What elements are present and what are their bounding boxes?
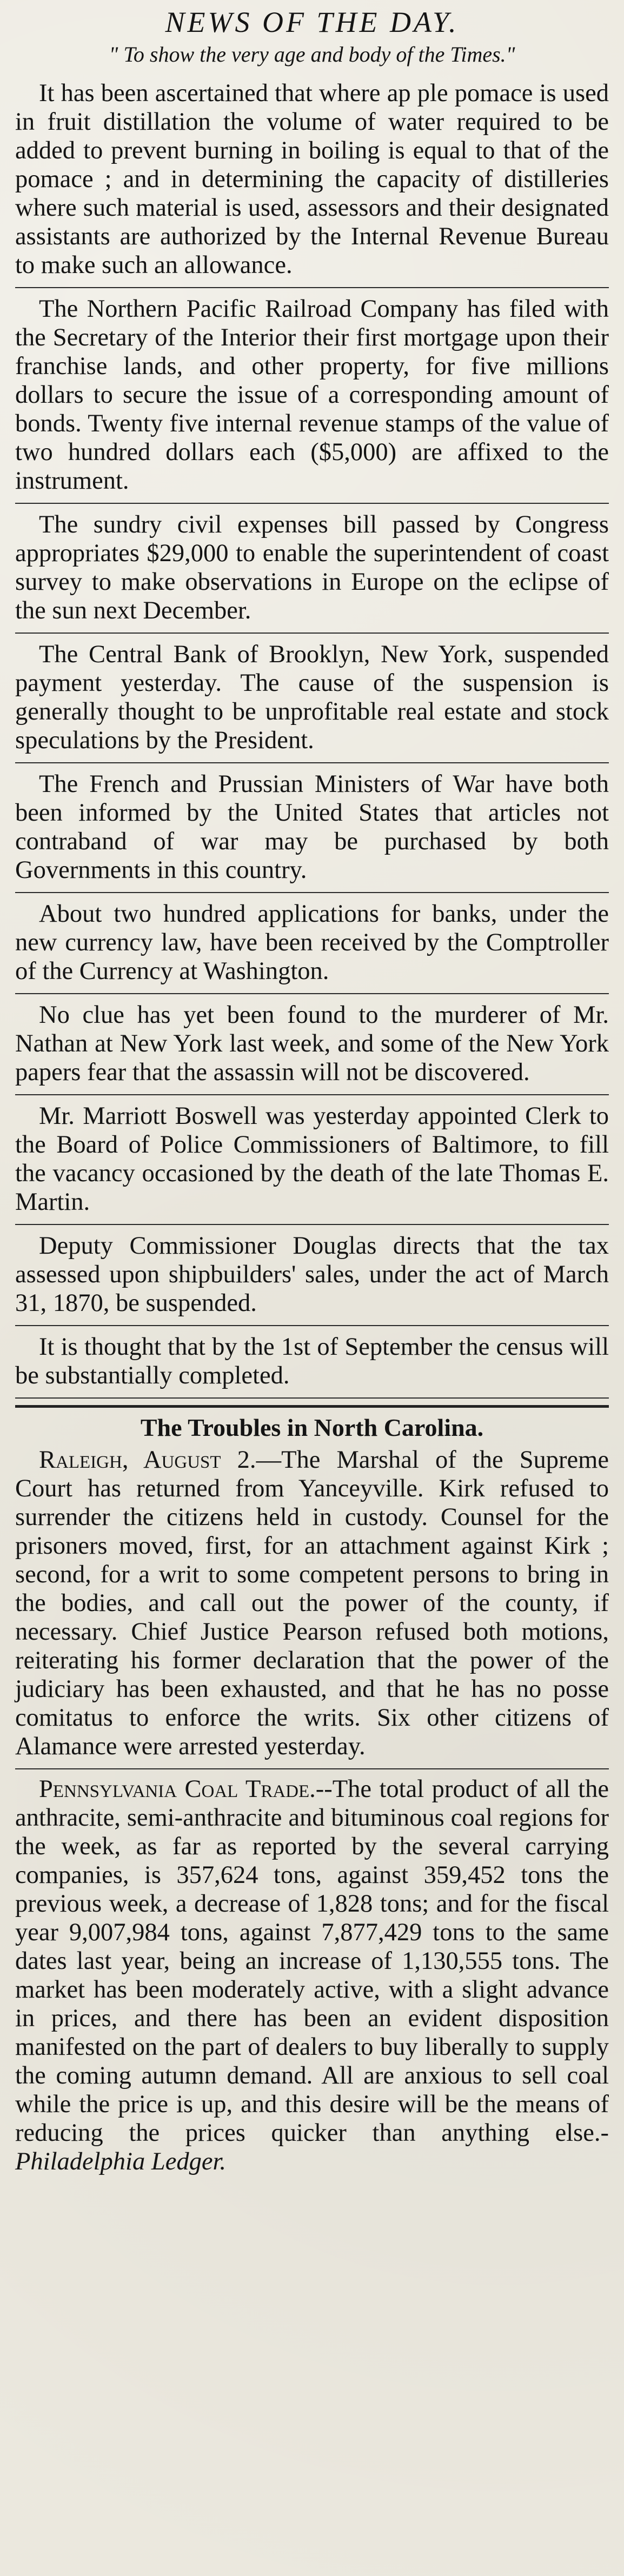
- story-bank-applications: About two hundred applications for banks, under the new currency law, have been received by the Comptroller of the Currency at Washington.: [15, 900, 609, 994]
- story-pomace: It has been ascertained that where ap ple pomace is used in fruit distillation the volume of water required to be added to prevent burning in boiling is equal to that of the pomace ; and in determining the capacity of distilleries where such material is used, assessors and their designated assistants are authorized by the Internal Revenue Bureau to make such an allowance.: [15, 79, 609, 288]
- story-census: It is thought that by the 1st of September the census will be substantially completed.: [15, 1333, 609, 1399]
- story-nathan-murder: No clue has yet been found to the murderer of Mr. Nathan at New York last week, and some of the New York papers fear that the assassin will not be discovered.: [15, 1001, 609, 1095]
- story-shipbuilders-tax: Deputy Commissioner Douglas directs that the tax assessed upon shipbuilders' sales, under the act of March 31, 1870, be suspended.: [15, 1232, 609, 1326]
- carolina-dispatch: [15, 1446, 609, 1761]
- story-ministers-of-war: The French and Prussian Ministers of War have both been informed by the United States that articles not contraband of war may be purchased by both Governments in this country.: [15, 770, 609, 893]
- carolina-heading: The Troubles in North Carolina.: [15, 1405, 609, 1443]
- story-coast-survey: The sundry civil expenses bill passed by Congress appropriates $29,000 to enable the superintendent of coast survey to make observations in Europe on the eclipse of the sun next December.: [15, 510, 609, 634]
- masthead-motto: " To show the very age and body of the Times.": [109, 42, 515, 66]
- coal-trade-story: [15, 1768, 609, 2176]
- coal-trade-body: --The total product of all the anthracite, semi-anthracite and bituminous coal regions for the week, as far as reported by the several carrying companies, is 357,624 tons, against 359,452 tons the previous week, a decrease of 1,828 tons; and for the fiscal year 9,007,984 tons, against 7,877,429 tons to the same dates last year, being an increase of 1,130,555 tons. The market has been moderately active, with a slight advance in prices, and there has been an evident disposition manifested on the part of dealers to buy liberally to supply the coming autumn demand. All are anxious to sell coal while the price is up, and this desire will be the means of reducing the prices quicker than anything else.-: [15, 1775, 609, 2147]
- story-northern-pacific: The Northern Pacific Railroad Company has filed with the Secretary of the Interior their first mortgage upon their franchise lands, and other property, for five millions dollars to secure the issue of a corresponding amount of bonds. Twenty five internal revenue stamps of the value of two hundred dollars each ($5,000) are affixed to the instrument.: [15, 295, 609, 504]
- coal-trade-source: Philadelphia Ledger.: [15, 2148, 227, 2175]
- carolina-dateline: Raleigh, August 2.: [39, 1446, 256, 1474]
- coal-trade-lead: Pennsylvania Coal Trade.: [39, 1775, 316, 1803]
- masthead-title: NEWS OF THE DAY.: [165, 6, 459, 38]
- story-central-bank: The Central Bank of Brooklyn, New York, suspended payment yesterday. The cause of the suspension is generally thought to be unprofitable real estate and stock speculations by the President.: [15, 640, 609, 763]
- carolina-body: —The Marshal of the Supreme Court has returned from Yanceyville. Kirk refused to surrender the citizens held in custody. Counsel for the prisoners moved, first, for an attachment against Kirk ; second, for a writ to some competent persons to bring in the bodies, and call out the power of the county, if necessary. Chief Justice Pearson refused both motions, reiterating his former declaration that the power of the judiciary has been exhausted, and that he has no posse comitatus to enforce the writs. Six other citizens of Alamance were arrested yesterday.: [15, 1446, 609, 1760]
- story-boswell-appointment: Mr. Marriott Boswell was yesterday appointed Clerk to the Board of Police Commissioners of Baltimore, to fill the vacancy occasioned by the death of the late Thomas E. Martin.: [15, 1102, 609, 1225]
